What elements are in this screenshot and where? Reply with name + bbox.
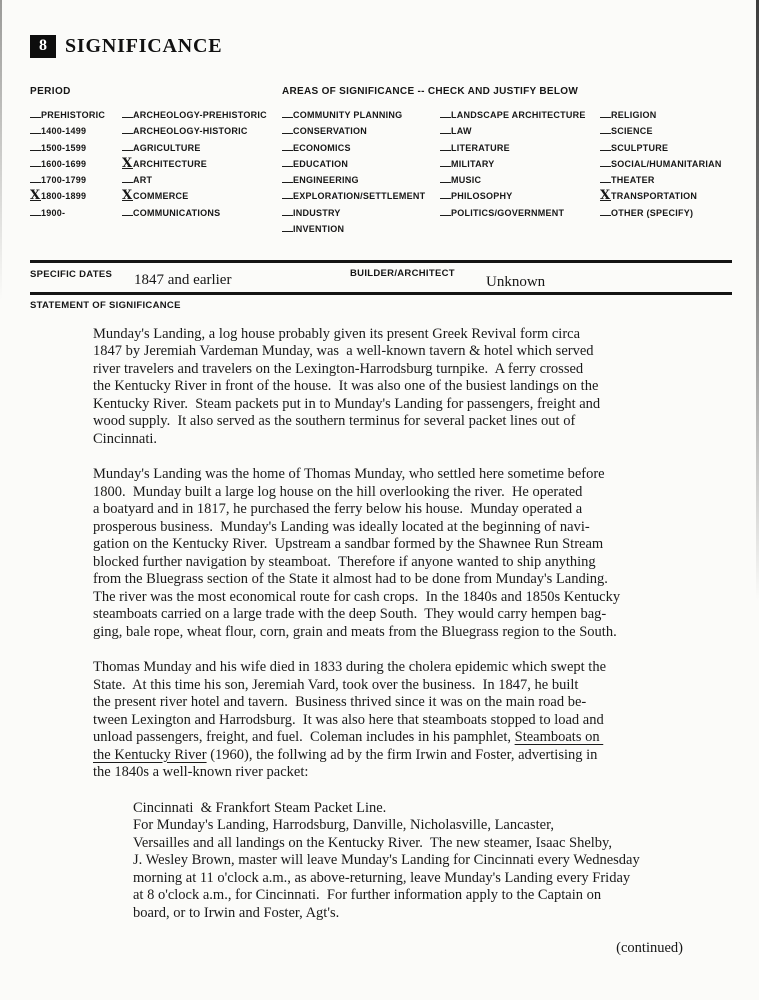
checked-x-mark: X [30,188,41,204]
text-line: at 8 o'clock a.m., for Cincinnati. For further information apply to the Captain on [133,887,602,904]
text-line: steamboats carried on a large trade with the deep South. They would carry hempen bag- [93,606,607,623]
text-line: from the Bluegrass section of the State it almost had to be done from Munday's Landing. [93,571,608,588]
blank-checkbox-line [282,221,293,232]
checkbox-item [282,171,440,187]
checkbox-label: 1900- [41,207,66,218]
checkbox-item [440,171,600,187]
checkbox-label: COMMERCE [133,191,189,202]
section-title: SIGNIFICANCE [65,34,223,57]
checkbox-label: 1600-1699 [41,158,87,169]
text-line: For Munday's Landing, Harrodsburg, Danville, Nicholasville, Lancaster, [133,817,554,834]
blank-checkbox-line [282,156,293,167]
checkbox-item [30,106,122,122]
horizontal-rule-bottom [30,292,732,295]
checkbox-label: OTHER (SPECIFY) [611,207,694,218]
text-line: State. At this time his son, Jeremiah Vard, took over the business. In 1847, he built [93,676,579,693]
significance-column-areas-3 [440,106,600,236]
checkbox-item [600,204,731,220]
checkbox-label: 1800-1899 [41,191,87,202]
checkbox-item [122,187,282,203]
checkbox-item [282,155,440,171]
blank-checkbox-line [600,172,611,183]
significance-checkbox-grid [30,106,731,236]
checkbox-label: AGRICULTURE [133,142,201,153]
checkbox-item [440,204,600,220]
section-number: 8 [39,37,47,54]
checkbox-item [600,187,731,203]
blank-checkbox-line [440,107,451,118]
text-line: Cincinnati & Frankfort Steam Packet Line. [133,799,387,816]
text-line: Cincinnati. [93,430,158,447]
significance-column-areas-2 [282,106,440,236]
checkbox-item [600,122,731,138]
text-line [93,747,731,765]
scan-edge-left [0,0,2,1000]
checkbox-item [30,171,122,187]
section-number-box [30,35,56,58]
blank-checkbox-line [122,107,133,118]
continued-note: (continued) [616,940,683,957]
checkbox-label: SOCIAL/HUMANITARIAN [611,158,722,169]
blank-checkbox-line [282,172,293,183]
text-line: a boatyard and in 1817, he purchased the ferry below his house. Munday operated a [93,501,583,518]
blank-checkbox-line [440,188,451,199]
checkbox-label: PREHISTORIC [41,110,106,120]
builder-architect-label: BUILDER/ARCHITECT [350,267,455,279]
checkbox-label: ARCHITECTURE [133,158,207,169]
text-line: river travelers and travelers on the Lexington-Harrodsburg turnpike. A ferry crossed [93,360,584,377]
checkbox-item [440,187,600,203]
blank-checkbox-line [282,140,293,151]
checkbox-item [122,171,282,187]
blank-checkbox-line [30,123,41,134]
checkbox-label: THEATER [611,175,655,186]
checkbox-label: EDUCATION [293,158,349,169]
checkbox-label: COMMUNICATIONS [133,207,221,218]
checkbox-label: CONSERVATION [293,126,368,137]
blank-checkbox-line [440,172,451,183]
significance-column-areas-4 [600,106,731,236]
checkbox-item [30,155,122,171]
text-line: gation on the Kentucky River. Upstream a sandbar formed by the Shawnee Run Stream [93,536,604,553]
blank-checkbox-line [282,123,293,134]
checkbox-label: 1400-1499 [41,126,87,137]
text-line: blocked further navigation by steamboat. Therefore if anyone wanted to ship anything [93,553,596,570]
blank-checkbox-line [440,205,451,216]
checkbox-item [30,204,122,220]
blank-checkbox-line [30,107,41,118]
checkbox-item [282,204,440,220]
blank-checkbox-line [122,123,133,134]
blank-checkbox-line [30,172,41,183]
blank-checkbox-line [30,205,41,216]
checkbox-label: ECONOMICS [293,142,351,153]
blank-checkbox-line [440,140,451,151]
checkbox-item [600,106,731,122]
blank-checkbox-line [122,140,133,151]
blank-checkbox-line [600,123,611,134]
checkbox-item [440,155,600,171]
checked-x-mark: X [600,188,611,204]
checkbox-label: PHILOSOPHY [451,191,513,202]
checkbox-label: INDUSTRY [293,207,341,218]
statement-of-significance-label: STATEMENT OF SIGNIFICANCE [30,299,181,311]
checkbox-label: INVENTION [293,224,345,235]
checkbox-item [282,187,440,203]
checkbox-item [30,187,122,203]
text-line: 1800. Munday built a large log house on the hill overlooking the river. He operated [93,483,583,500]
blank-checkbox-line [282,107,293,118]
blank-checkbox-line [30,140,41,151]
checkbox-item [122,139,282,155]
checkbox-label: MILITARY [451,158,495,169]
text-line: Versailles and all landings on the Kentucky River. The new steamer, Isaac Shelby, [133,834,612,851]
checkbox-label: POLITICS/GOVERNMENT [451,207,565,218]
checkbox-label: ARCHEOLOGY-HISTORIC [133,126,248,137]
dates-row [30,263,731,292]
text-line: board, or to Irwin and Foster, Agt's. [133,904,340,921]
checkbox-item [122,122,282,138]
text-line: tween Lexington and Harrodsburg. It was also here that steamboats stopped to load and [93,711,604,728]
underlined-text: Steamboats on [514,729,604,746]
checkbox-label: ARCHEOLOGY-PREHISTORIC [133,110,267,120]
checkbox-item [282,106,440,122]
checkbox-item [600,139,731,155]
checkbox-label: 1500-1599 [41,142,87,153]
significance-column-period [30,106,122,236]
text-segment: unload passengers, freight, and fuel. Coleman includes in his pamphlet, [93,729,515,746]
text-line: The river was the most economical route for cash crops. In the 1840s and 1850s Kentucky [93,588,621,605]
checkbox-label: LAW [451,126,472,137]
checkbox-label: SCIENCE [611,126,653,137]
checkbox-item [282,220,440,236]
significance-column-areas-1 [122,106,282,236]
checkbox-label: MUSIC [451,175,482,186]
checkbox-item [440,139,600,155]
blank-checkbox-line [440,156,451,167]
text-line: the 1840s a well-known river packet: [93,764,309,781]
checkbox-label: ENGINEERING [293,175,359,186]
checkbox-item [440,122,600,138]
block-quote [133,800,731,923]
blank-checkbox-line [30,156,41,167]
text-line: ging, bale rope, wheat flour, corn, grain and meats from the Bluegrass region to the South. [93,623,617,640]
paragraph [93,326,731,449]
period-column-header: PERIOD [30,86,71,97]
text-line: wood supply. It also served as the southern terminus for several packet lines out of [93,413,576,430]
text-line: J. Wesley Brown, master will leave Munday's Landing for Cincinnati every Wednesday [133,852,640,869]
text-line: Munday's Landing, a log house probably given its present Greek Revival form circa [93,325,581,342]
text-line: Munday's Landing was the home of Thomas Munday, who settled here sometime before [93,466,605,483]
checkbox-label: LITERATURE [451,142,510,153]
blank-checkbox-line [600,156,611,167]
checkbox-item [30,139,122,155]
checkbox-label: TRANSPORTATION [611,191,698,202]
text-line: 1847 by Jeremiah Vardeman Munday, was a well-known tavern & hotel which served [93,343,594,360]
text-line: the present river hotel and tavern. Business thrived since it was on the main road be- [93,694,587,711]
text-line [93,729,731,747]
text-line: Kentucky River. Steam packets put in to Munday's Landing for passengers, freight and [93,395,601,412]
areas-of-significance-header: AREAS OF SIGNIFICANCE -- CHECK AND JUSTIFY BELOW [282,86,579,97]
blank-checkbox-line [440,123,451,134]
blank-checkbox-line [282,188,293,199]
text-line: prosperous business. Munday's Landing was ideally located at the beginning of navi- [93,518,590,535]
checkbox-item [282,139,440,155]
checkbox-label: COMMUNITY PLANNING [293,110,403,120]
checkbox-label: LANDSCAPE ARCHITECTURE [451,110,586,120]
checkbox-item [122,204,282,220]
checkbox-item [30,122,122,138]
checkbox-label: 1700-1799 [41,175,87,186]
checkbox-item [122,155,282,171]
builder-architect-value: Unknown [486,273,546,290]
blank-checkbox-line [600,107,611,118]
checkbox-item [600,155,731,171]
paragraph [93,466,731,641]
checked-x-mark: X [122,155,133,171]
blank-checkbox-line [282,205,293,216]
text-segment: (1960), the follwing ad by the firm Irwin and Foster, advertising in [206,746,598,763]
checkbox-item [282,122,440,138]
section-header [30,33,731,59]
checked-x-mark: X [122,188,133,204]
checkbox-label: ART [133,175,153,186]
checkbox-item [122,106,282,122]
text-line: Thomas Munday and his wife died in 1833 during the cholera epidemic which swept the [93,659,607,676]
checkbox-label: RELIGION [611,110,657,120]
grid-header [30,86,731,101]
text-line: the Kentucky River in front of the house. It was also one of the busiest landings on the [93,378,599,395]
specific-dates-label: SPECIFIC DATES [30,268,113,280]
underlined-text: the Kentucky River [93,746,207,763]
blank-checkbox-line [600,205,611,216]
specific-dates-value: 1847 and earlier [134,271,232,288]
text-line: morning at 11 o'clock a.m., as above-returning, leave Munday's Landing every Friday [133,869,631,886]
blank-checkbox-line [600,140,611,151]
checkbox-item [600,171,731,187]
checkbox-label: SCULPTURE [611,142,669,153]
checkbox-label: EXPLORATION/SETTLEMENT [293,191,426,202]
paragraph [93,659,731,782]
blank-checkbox-line [122,205,133,216]
blank-checkbox-line [122,172,133,183]
statement-body [93,326,731,923]
checkbox-item [440,106,600,122]
